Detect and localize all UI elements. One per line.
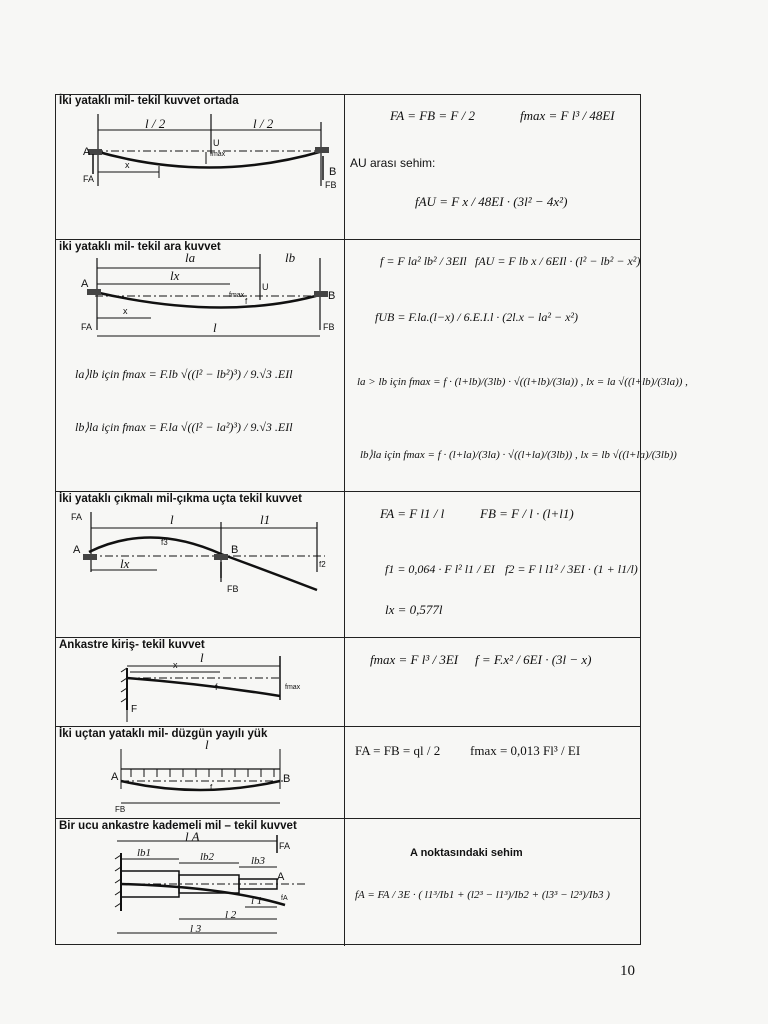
dim-label: lx <box>170 268 180 283</box>
beam-diagram <box>55 240 343 492</box>
formula: fmax = F l³ / 3EI <box>370 652 459 667</box>
beam-diagram <box>55 727 343 819</box>
deflection-label: fA <box>281 895 288 902</box>
section-title: İki yataklı mil- tekil kuvvet ortada <box>59 95 239 107</box>
reaction-label: FB <box>115 805 126 814</box>
section-title: İki yataklı çıkmalı mil-çıkma uçta tekil kuvvet <box>59 493 302 505</box>
dim-label: x <box>173 660 178 670</box>
formula-cell <box>344 94 642 239</box>
force-label: F <box>131 704 138 715</box>
formula: fA = FA / 3E · ( l1³/Ib1 + (l2³ − l1³)/Ib2 + (l3³ − l2³)/Ib3 ) <box>355 889 610 901</box>
dim-label: lb2 <box>200 851 215 863</box>
formula: FA = FB = ql / 2 <box>355 743 441 758</box>
support-label: A <box>111 771 119 783</box>
dim-label: l 1 <box>251 895 263 907</box>
support-label: B <box>283 773 291 785</box>
diagram-cell <box>55 94 343 239</box>
point-label: U <box>213 138 220 148</box>
table-row <box>55 94 641 239</box>
dim-label: lb1 <box>137 847 152 859</box>
support-label: B <box>231 544 239 556</box>
deflection-label: f <box>245 297 248 306</box>
reaction-label: FA <box>279 841 291 851</box>
dim-label: lb3 <box>251 855 266 867</box>
formula: la⟩lb için fmax = F.lb √((l² − lb²)³) / 9.√3 .EIl <box>75 367 293 381</box>
reaction-label: FB <box>227 584 239 594</box>
reaction-label: FB <box>323 322 335 332</box>
dim-label: l <box>213 320 217 335</box>
formula: f2 = F l l1² / 3EI · (1 + l1/l) <box>505 562 638 576</box>
support-label: A <box>81 278 89 290</box>
deflection-label: f3 <box>161 538 168 547</box>
beam-diagram <box>55 492 343 638</box>
section-title: Ankastre kiriş- tekil kuvvet <box>59 639 205 651</box>
formula: fAU = F lb x / 6EIl · (l² − lb² − x²) <box>475 254 641 268</box>
diagram-cell <box>55 638 343 727</box>
formula-cell <box>344 638 642 727</box>
point-label: U <box>262 282 269 292</box>
support-label: B <box>328 290 336 302</box>
dim-label: l 3 <box>190 923 202 935</box>
dim-label: lb <box>285 250 296 265</box>
formula: f = F la² lb² / 3EIl <box>380 254 467 268</box>
formula: lx = 0,577l <box>385 602 443 617</box>
formula-table <box>55 94 688 945</box>
support-label: A <box>83 146 91 158</box>
support-label: B <box>329 166 337 178</box>
formula-cell <box>344 727 642 819</box>
deflection-label: f <box>215 682 218 692</box>
dim-label: la <box>185 250 196 265</box>
reaction-label: FA <box>83 174 95 184</box>
table-row <box>55 818 641 946</box>
section-title: Bir ucu ankastre kademeli mil – tekil kuvvet <box>59 820 297 832</box>
diagram-cell <box>55 240 343 492</box>
formula: fAU = F x / 48EI · (3l² − 4x²) <box>415 194 568 209</box>
formula: lb⟩la için fmax = f · (l+la)/(3la) · √((l+la)/(3lb)) , lx = lb √((l+la)/(3lb)) <box>360 449 677 461</box>
formula: f = F.x² / 6EI · (3l − x) <box>475 652 592 667</box>
point-label: A <box>277 871 285 883</box>
beam-diagram <box>55 94 343 239</box>
reaction-label: FB <box>325 180 337 190</box>
deflection-label: fmax <box>210 151 226 158</box>
deflection-label: f2 <box>319 560 326 569</box>
formula: f1 = 0,064 · F l² l1 / EI <box>385 562 495 576</box>
formula: FB = F / l · (l+l1) <box>480 506 574 521</box>
dim-label: l 2 <box>225 909 237 921</box>
deflection-label: f <box>210 783 213 792</box>
dim-label: l / 2 <box>145 116 166 131</box>
reaction-label: FA <box>81 322 93 332</box>
dim-label: l1 <box>260 512 271 527</box>
table-row <box>55 239 688 492</box>
formula: lb⟩la için fmax = F.la √((l² − la²)³) / 9.√3 .EIl <box>75 420 293 434</box>
support-label: A <box>73 544 81 556</box>
dim-label: l A <box>185 829 200 844</box>
formula-cell <box>344 240 688 492</box>
dim-label: lx <box>120 556 130 571</box>
dim-label: l <box>170 512 174 527</box>
formula-cell <box>344 492 642 638</box>
formula: FA = F l1 / l <box>380 506 445 521</box>
beam-diagram <box>55 638 343 727</box>
formula: fUB = F.la.(l−x) / 6.E.I.l · (2l.x − la² − x²) <box>375 310 578 324</box>
formula: FA = FB = F / 2 <box>390 108 475 123</box>
table-row <box>55 491 641 638</box>
diagram-cell <box>55 819 343 946</box>
formula: fmax = 0,013 Fl³ / EI <box>470 743 581 758</box>
formula: fmax = F l³ / 48EI <box>520 108 615 123</box>
dim-label: l <box>205 737 209 752</box>
dim-label: x <box>125 160 130 170</box>
caption: AU arası sehim: <box>350 156 436 170</box>
reaction-label: FA <box>71 512 83 522</box>
formula: la > lb için fmax = f · (l+lb)/(3lb) · √((l+lb)/(3la)) , lx = la √((l+lb)/(3la)) , <box>357 376 688 388</box>
page-number: 10 <box>620 963 635 979</box>
diagram-cell <box>55 727 343 819</box>
diagram-cell <box>55 492 343 638</box>
dim-label: l <box>200 650 204 665</box>
section-title: iki yataklı mil- tekil ara kuvvet <box>59 241 221 253</box>
dim-label: x <box>123 306 128 316</box>
formula-cell <box>344 819 642 946</box>
deflection-label: fmax <box>285 684 301 691</box>
dim-label: l / 2 <box>253 116 274 131</box>
table-row <box>55 726 641 819</box>
section-title: İki uçtan yataklı mil- düzgün yayılı yük <box>59 728 268 740</box>
deflection-label: fmax <box>229 292 245 299</box>
table-row <box>55 637 641 727</box>
section-heading: A noktasındaki sehim <box>410 847 523 859</box>
